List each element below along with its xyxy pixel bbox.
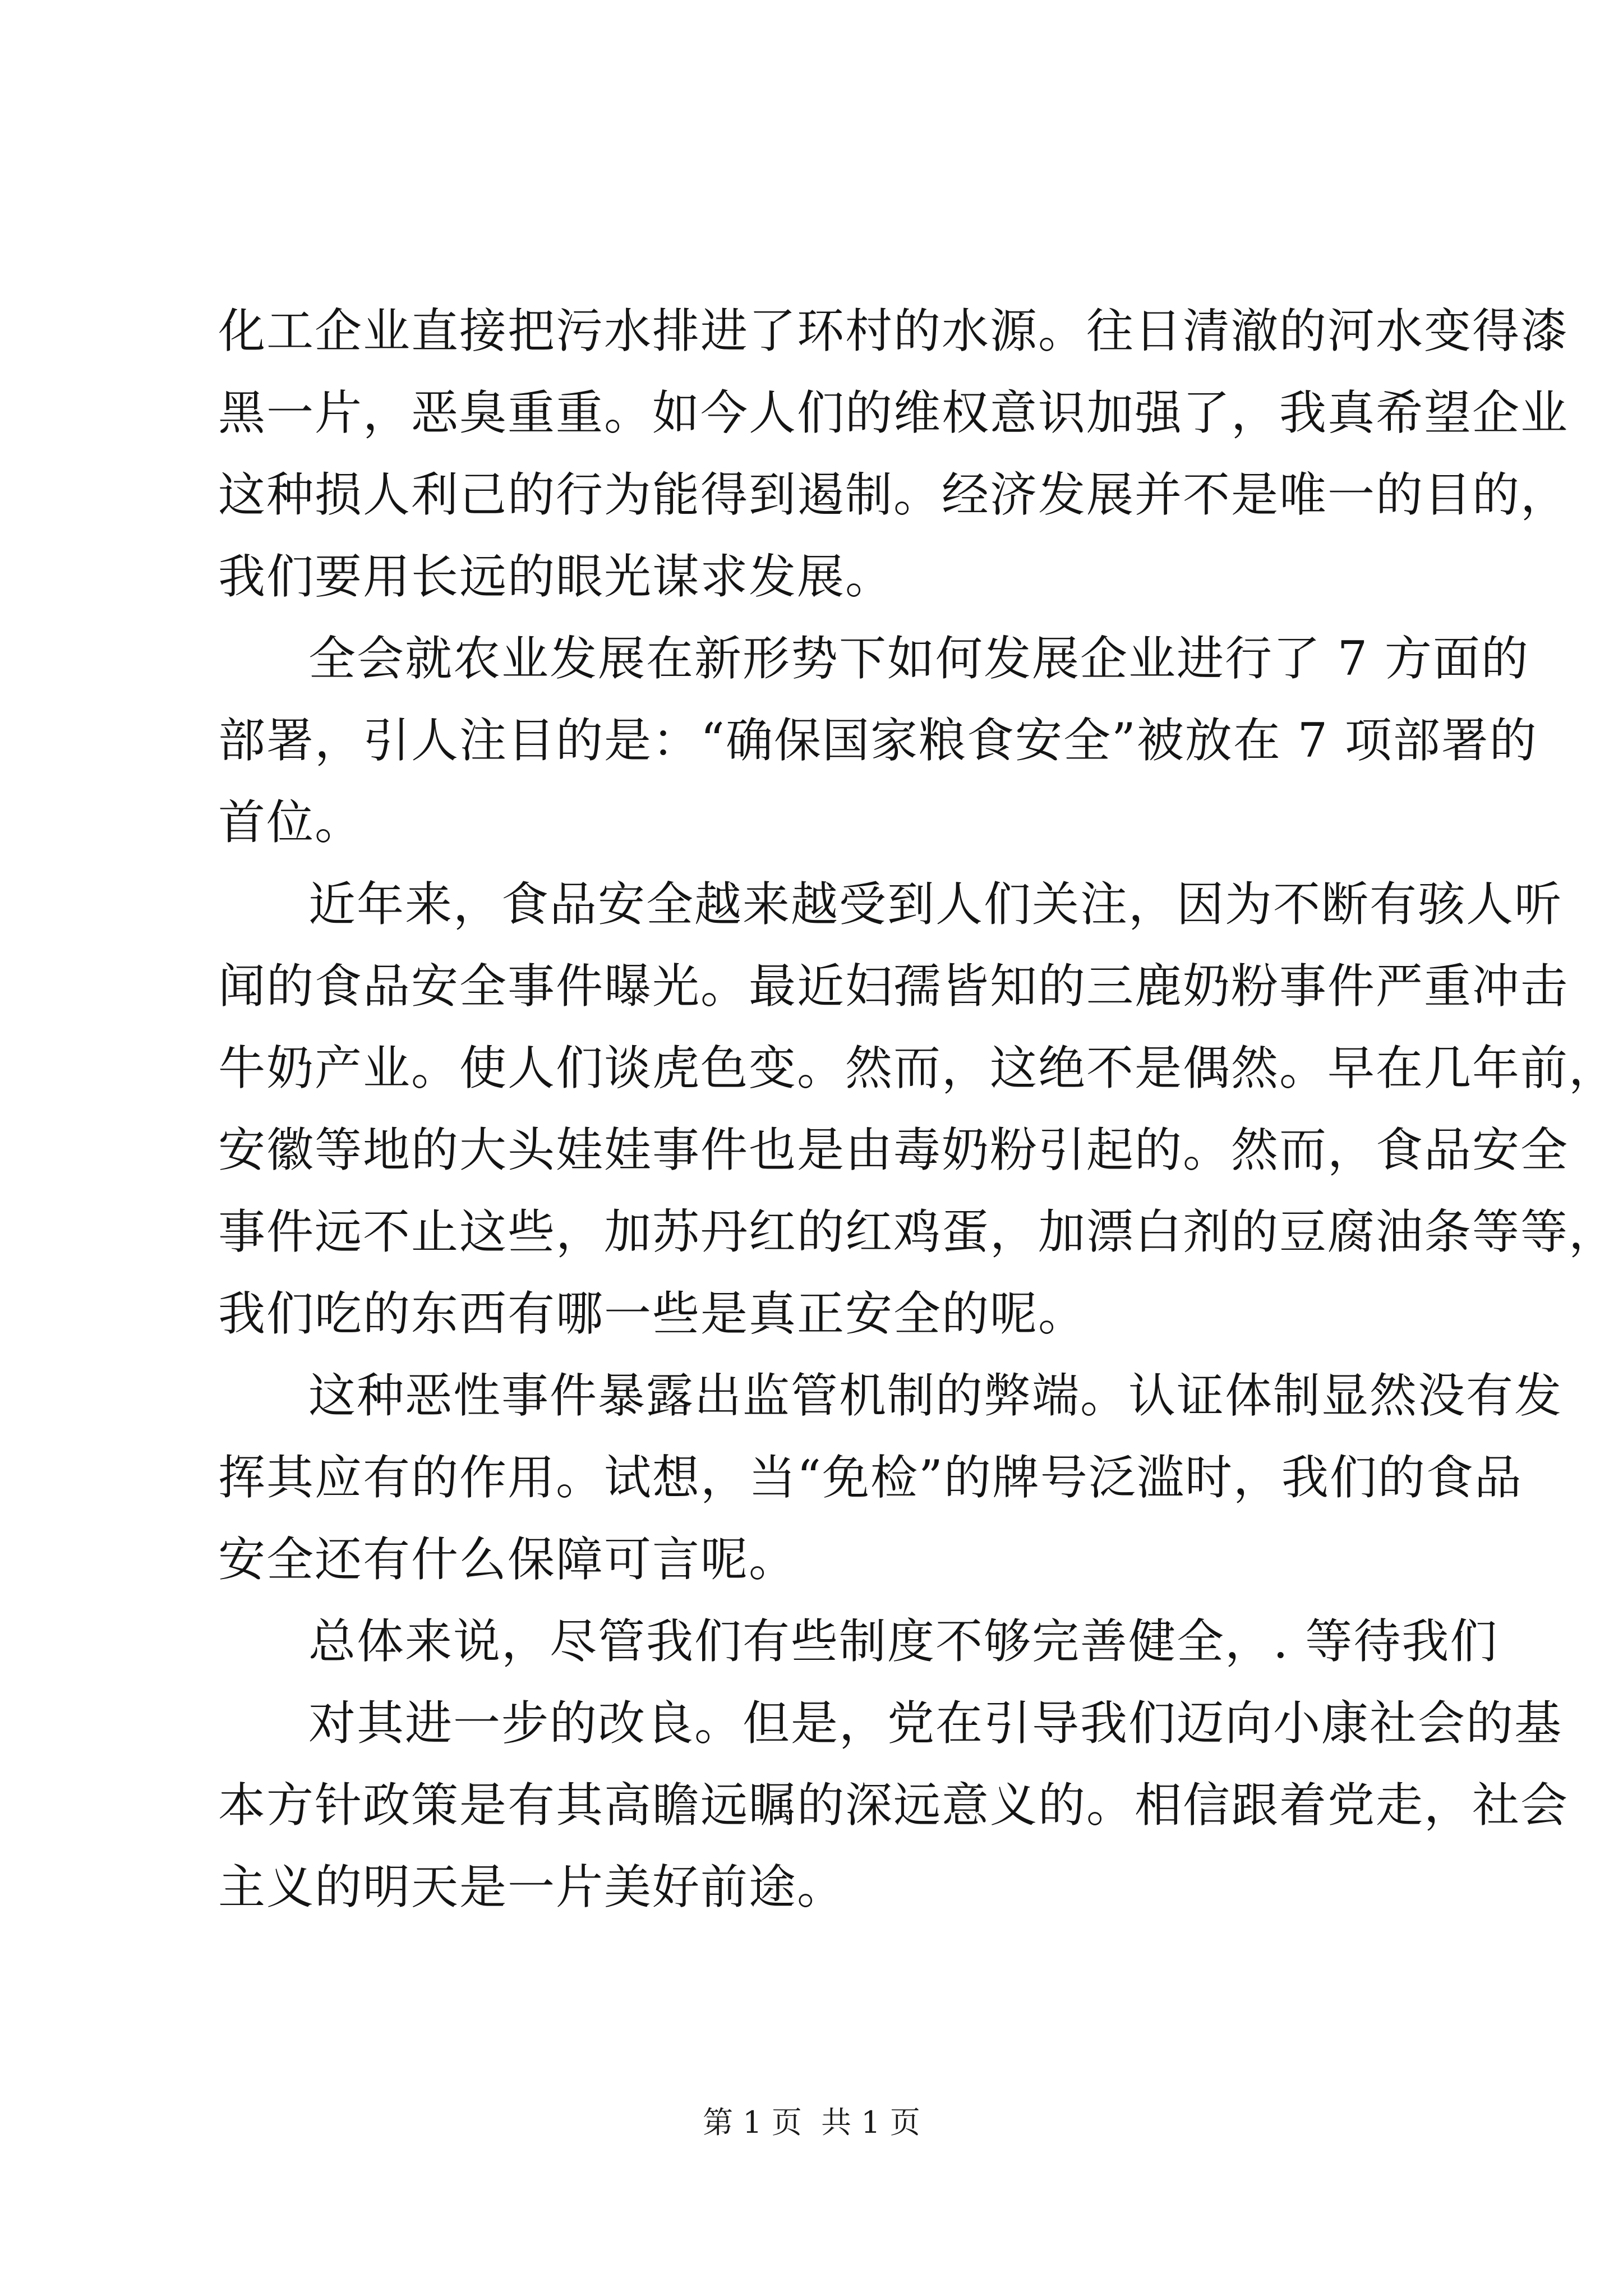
text-line: 牛奶产业。使人们谈虎色变。然而，这绝不是偶然。早在几年前， [218, 1041, 1617, 1096]
text-line: 我们要用长远的眼光谋求发展。 [218, 549, 894, 604]
text-line: 首位。 [218, 795, 363, 850]
text-line: 主义的明天是一片美好前途。 [218, 1860, 846, 1915]
text-line: 总体来说，尽管我们有些制度不够完善健全，. 等待我们 [308, 1614, 1498, 1669]
text-line: 挥其应有的作用。试想，当“免检”的牌号泛滥时，我们的食品 [218, 1450, 1523, 1505]
text-line: 部署，引人注目的是：“确保国家粮食安全”被放在 7 项部署的 [218, 713, 1538, 768]
text-line: 本方针政策是有其高瞻远瞩的深远意义的。相信跟着党走，社会 [218, 1778, 1569, 1833]
text-line: 对其进一步的改良。但是，党在引导我们迈向小康社会的基 [308, 1696, 1563, 1751]
text-line: 我们吃的东西有哪一些是真正安全的呢。 [218, 1286, 1087, 1341]
text-line: 闻的食品安全事件曝光。最近妇孺皆知的三鹿奶粉事件严重冲击 [218, 959, 1569, 1014]
text-line: 这种损人利己的行为能得到遏制。经济发展并不是唯一的目的， [218, 467, 1569, 522]
page-footer: 第 1 页 共 1 页 [703, 2105, 920, 2140]
text-line: 化工企业直接把污水排进了环村的水源。往日清澈的河水变得漆 [218, 303, 1569, 358]
text-line: 全会就农业发展在新形势下如何发展企业进行了 7 方面的 [308, 631, 1529, 686]
text-line: 安徽等地的大头娃娃事件也是由毒奶粉引起的。然而，食品安全 [218, 1122, 1569, 1177]
text-line: 近年来，食品安全越来越受到人们关注，因为不断有骇人听 [308, 877, 1563, 932]
text-line: 安全还有什么保障可言呢。 [218, 1532, 797, 1587]
text-line: 黑一片，恶臭重重。如今人们的维权意识加强了，我真希望企业 [218, 385, 1569, 440]
text-line: 这种恶性事件暴露出监管机制的弊端。认证体制显然没有发 [308, 1368, 1563, 1423]
text-line: 事件远不止这些，加苏丹红的红鸡蛋，加漂白剂的豆腐油条等等， [218, 1204, 1617, 1259]
